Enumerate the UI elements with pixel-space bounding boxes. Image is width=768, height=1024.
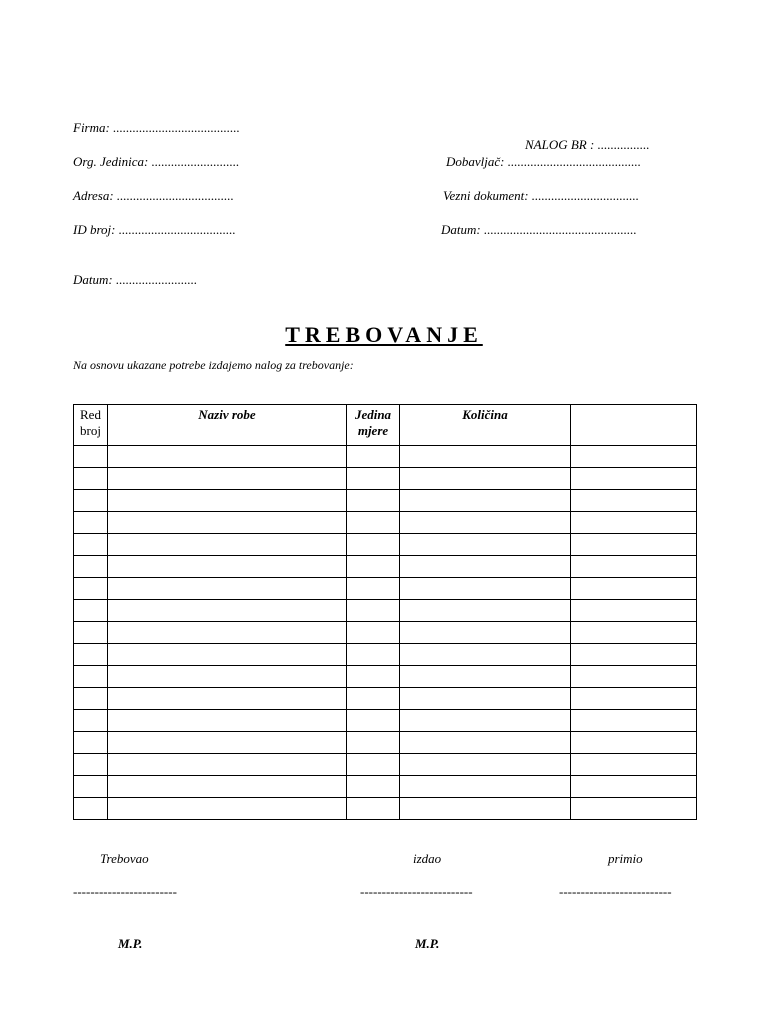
table-cell[interactable] bbox=[571, 754, 697, 776]
table-cell[interactable] bbox=[74, 666, 108, 688]
table-cell[interactable] bbox=[347, 490, 400, 512]
table-cell[interactable] bbox=[571, 776, 697, 798]
table-cell[interactable] bbox=[347, 776, 400, 798]
table-cell[interactable] bbox=[74, 754, 108, 776]
id-broj-field[interactable]: ID broj: .................................... bbox=[73, 222, 236, 237]
table-cell[interactable] bbox=[347, 710, 400, 732]
table-cell[interactable] bbox=[571, 666, 697, 688]
table-cell[interactable] bbox=[74, 512, 108, 534]
table-cell[interactable] bbox=[108, 688, 347, 710]
table-cell[interactable] bbox=[400, 776, 571, 798]
table-row bbox=[74, 622, 697, 644]
table-cell[interactable] bbox=[400, 512, 571, 534]
dobavljac-field[interactable]: Dobavljač: ......................................... bbox=[446, 154, 641, 169]
table-cell[interactable] bbox=[400, 534, 571, 556]
table-row bbox=[74, 446, 697, 468]
table-cell[interactable] bbox=[108, 512, 347, 534]
table-cell[interactable] bbox=[347, 534, 400, 556]
table-cell[interactable] bbox=[571, 710, 697, 732]
table-cell[interactable] bbox=[74, 622, 108, 644]
table-cell[interactable] bbox=[571, 732, 697, 754]
table-row bbox=[74, 798, 697, 820]
table-cell[interactable] bbox=[400, 732, 571, 754]
table-cell[interactable] bbox=[108, 490, 347, 512]
table-cell[interactable] bbox=[571, 578, 697, 600]
table-cell[interactable] bbox=[108, 622, 347, 644]
table-cell[interactable] bbox=[400, 798, 571, 820]
table-row bbox=[74, 666, 697, 688]
table-cell[interactable] bbox=[347, 688, 400, 710]
table-cell[interactable] bbox=[74, 776, 108, 798]
firma-field[interactable]: Firma: ....................................... bbox=[73, 120, 240, 135]
table-cell[interactable] bbox=[571, 688, 697, 710]
table-cell[interactable] bbox=[347, 556, 400, 578]
table-row bbox=[74, 556, 697, 578]
table-cell[interactable] bbox=[108, 732, 347, 754]
col-header-red-broj: Red broj bbox=[74, 405, 108, 446]
table-cell[interactable] bbox=[347, 754, 400, 776]
table-cell[interactable] bbox=[108, 666, 347, 688]
col-header-jedina-mjere: Jedina mjere bbox=[347, 405, 400, 446]
table-cell[interactable] bbox=[74, 578, 108, 600]
trebovao-signature-line[interactable]: ------------------------ bbox=[73, 884, 177, 899]
table-cell[interactable] bbox=[108, 556, 347, 578]
table-cell[interactable] bbox=[571, 446, 697, 468]
table-cell[interactable] bbox=[74, 600, 108, 622]
table-cell[interactable] bbox=[108, 798, 347, 820]
table-row bbox=[74, 534, 697, 556]
table-row bbox=[74, 710, 697, 732]
table-row bbox=[74, 776, 697, 798]
table-cell[interactable] bbox=[400, 666, 571, 688]
table-cell[interactable] bbox=[347, 666, 400, 688]
intro-text: Na osnovu ukazane potrebe izdajemo nalog za trebovanje: bbox=[73, 358, 354, 372]
table-cell[interactable] bbox=[108, 468, 347, 490]
table-cell[interactable] bbox=[400, 754, 571, 776]
table-cell[interactable] bbox=[108, 754, 347, 776]
table-cell[interactable] bbox=[347, 446, 400, 468]
table-cell[interactable] bbox=[571, 600, 697, 622]
table-cell[interactable] bbox=[400, 710, 571, 732]
vezni-dokument-field[interactable]: Vezni dokument: ................................. bbox=[443, 188, 640, 203]
table-row bbox=[74, 512, 697, 534]
table-cell[interactable] bbox=[400, 468, 571, 490]
table-cell[interactable] bbox=[571, 644, 697, 666]
table-cell[interactable] bbox=[74, 490, 108, 512]
primio-signature-line[interactable]: -------------------------- bbox=[559, 884, 672, 899]
primio-label: primio bbox=[608, 851, 643, 866]
items-table bbox=[73, 404, 697, 820]
table-cell[interactable] bbox=[108, 710, 347, 732]
table-row bbox=[74, 688, 697, 710]
table-cell[interactable] bbox=[400, 556, 571, 578]
izdao-signature-line[interactable]: -------------------------- bbox=[360, 884, 473, 899]
table-cell[interactable] bbox=[400, 578, 571, 600]
table-cell[interactable] bbox=[347, 512, 400, 534]
table-cell[interactable] bbox=[347, 578, 400, 600]
table-row bbox=[74, 578, 697, 600]
table-cell[interactable] bbox=[74, 534, 108, 556]
table-body bbox=[74, 446, 697, 820]
izdao-label: izdao bbox=[413, 851, 442, 866]
datum-left-field[interactable]: Datum: ......................... bbox=[73, 272, 198, 287]
table-cell[interactable] bbox=[108, 534, 347, 556]
col-header-blank bbox=[571, 405, 697, 446]
table-cell[interactable] bbox=[74, 710, 108, 732]
table-cell[interactable] bbox=[74, 798, 108, 820]
table-row bbox=[74, 468, 697, 490]
table-row bbox=[74, 644, 697, 666]
document-title: TREBOVANJE bbox=[285, 322, 483, 347]
table-cell[interactable] bbox=[108, 446, 347, 468]
mp-stamp-left: M.P. bbox=[118, 936, 143, 951]
table-cell[interactable] bbox=[74, 446, 108, 468]
table-cell[interactable] bbox=[347, 622, 400, 644]
table-cell[interactable] bbox=[74, 556, 108, 578]
table-cell[interactable] bbox=[108, 600, 347, 622]
table-cell[interactable] bbox=[347, 798, 400, 820]
datum-right-field[interactable]: Datum: ............................................... bbox=[441, 222, 637, 237]
col-header-kolicina: Količina bbox=[400, 405, 571, 446]
table-cell[interactable] bbox=[571, 490, 697, 512]
table-cell[interactable] bbox=[347, 600, 400, 622]
col-header-naziv-robe: Naziv robe bbox=[108, 405, 347, 446]
table-cell[interactable] bbox=[74, 732, 108, 754]
table-cell[interactable] bbox=[571, 468, 697, 490]
table-cell[interactable] bbox=[74, 688, 108, 710]
nalog-br-field[interactable]: NALOG BR : ................ bbox=[525, 137, 650, 152]
table-cell[interactable] bbox=[571, 534, 697, 556]
table-cell[interactable] bbox=[347, 468, 400, 490]
table-cell[interactable] bbox=[400, 446, 571, 468]
table-cell[interactable] bbox=[400, 622, 571, 644]
trebovao-label: Trebovao bbox=[100, 851, 149, 866]
org-jedinica-field[interactable]: Org. Jedinica: ........................... bbox=[73, 154, 240, 169]
table-cell[interactable] bbox=[400, 490, 571, 512]
table-cell[interactable] bbox=[400, 644, 571, 666]
table-cell[interactable] bbox=[571, 622, 697, 644]
table-cell[interactable] bbox=[108, 644, 347, 666]
table-cell[interactable] bbox=[571, 512, 697, 534]
table-cell[interactable] bbox=[347, 732, 400, 754]
table-cell[interactable] bbox=[347, 644, 400, 666]
table-cell[interactable] bbox=[74, 468, 108, 490]
table-row bbox=[74, 732, 697, 754]
table-row bbox=[74, 754, 697, 776]
table-cell[interactable] bbox=[74, 644, 108, 666]
mp-stamp-right: M.P. bbox=[415, 936, 440, 951]
table-cell[interactable] bbox=[400, 600, 571, 622]
table-cell[interactable] bbox=[571, 556, 697, 578]
adresa-field[interactable]: Adresa: .................................... bbox=[73, 188, 234, 203]
table-row bbox=[74, 490, 697, 512]
table-cell[interactable] bbox=[400, 688, 571, 710]
table-row bbox=[74, 600, 697, 622]
table-cell[interactable] bbox=[571, 798, 697, 820]
table-cell[interactable] bbox=[108, 578, 347, 600]
table-cell[interactable] bbox=[108, 776, 347, 798]
